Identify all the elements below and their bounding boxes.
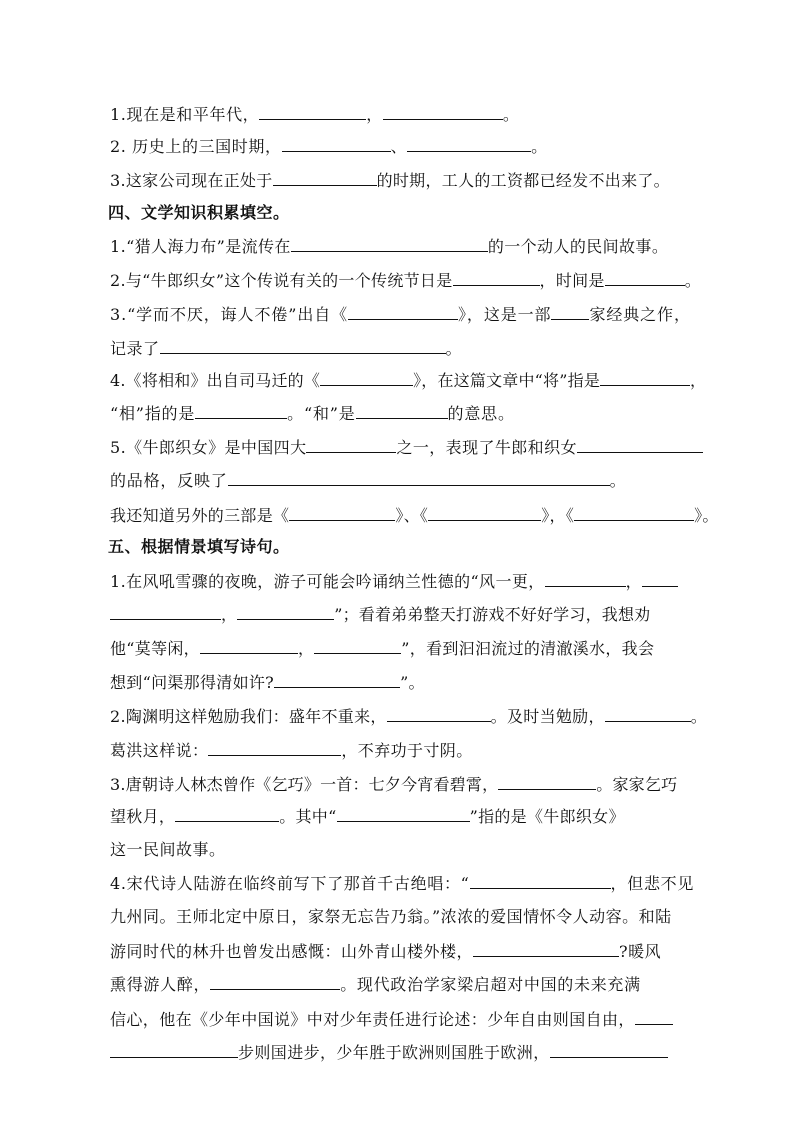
answer-blank[interactable]: [320, 370, 413, 386]
question-line: [110, 1009, 673, 1030]
question-text: 》，这是一部: [458, 305, 552, 324]
question-text: 、: [390, 137, 408, 156]
question-text: 的品格，反映了: [110, 471, 228, 490]
question-line: [110, 740, 473, 761]
question-text: 》、《: [395, 506, 429, 525]
question-text: 2.陶渊明这样勉励我们：盛年不重来，: [110, 707, 387, 726]
question-text: 他“莫等闲，: [110, 639, 200, 658]
question-line: [110, 304, 691, 325]
answer-blank[interactable]: [383, 104, 503, 120]
question-line: [110, 774, 677, 795]
answer-blank[interactable]: [387, 706, 491, 722]
question-text: ”；看着弟弟整天打游戏不好好学习，我想劝: [334, 605, 651, 624]
answer-blank[interactable]: [195, 403, 287, 419]
answer-blank[interactable]: [605, 706, 691, 722]
question-line: [110, 672, 425, 693]
question-text: 四、文学知识积累填空。: [108, 203, 290, 222]
question-text: ，但悲不见: [610, 874, 695, 893]
section-heading: [108, 203, 290, 223]
question-text: 步则国进步，少年胜于欧洲则国胜于欧洲，: [238, 1043, 550, 1062]
question-text: ，: [366, 105, 383, 124]
question-line: [110, 571, 678, 592]
question-text: 的时期，工人的工资都已经发不出来了。: [376, 171, 670, 190]
question-text: 。: [531, 137, 548, 156]
question-text: 》，《: [541, 506, 575, 525]
question-line: [110, 974, 641, 995]
question-line: [110, 873, 694, 894]
answer-blank[interactable]: [600, 370, 690, 386]
question-text: 。: [502, 105, 520, 124]
question-text: 熏得游人醉，: [110, 975, 211, 994]
question-text: 想到“问渠那得清如许?: [110, 673, 275, 692]
question-text: 2. 历史上的三国时期，: [110, 137, 282, 156]
answer-blank[interactable]: [337, 806, 470, 822]
answer-blank[interactable]: [550, 1042, 668, 1058]
answer-blank[interactable]: [498, 774, 596, 790]
question-text: 3.这家公司现在正处于: [110, 171, 273, 190]
question-text: ，不弃功于寸阴。: [341, 741, 473, 760]
question-text: 家经典之作，: [589, 305, 691, 324]
answer-blank[interactable]: [605, 270, 685, 286]
answer-blank[interactable]: [577, 437, 703, 453]
question-line: [110, 270, 701, 291]
question-text: 信心，他在《少年中国说》中对少年责任进行论述：少年自由则国自由，: [110, 1010, 635, 1029]
question-text: 我还知道另外的三部是《: [110, 506, 290, 525]
question-line: [110, 338, 462, 359]
question-text: 》。: [694, 506, 719, 525]
question-text: 之一，表现了牛郎和织女: [396, 438, 577, 457]
question-text: ，时间是: [539, 271, 605, 290]
question-line: [110, 370, 706, 391]
question-text: 。: [690, 707, 708, 726]
question-text: 3.唐朝诗人林杰曾作《乞巧》一首：七夕今宵看碧霄，: [110, 775, 499, 794]
answer-blank[interactable]: [259, 104, 366, 120]
answer-blank[interactable]: [110, 604, 221, 620]
question-text: 4.《将相和》出自司马迁的《: [110, 371, 321, 390]
question-text: 记录了: [110, 339, 160, 358]
question-text: 。: [445, 339, 463, 358]
question-text: 1.“猎人海力布”是流传在: [110, 237, 291, 256]
question-text: 。现代政治学家梁启超对中国的未来充满: [340, 975, 641, 994]
question-text: 五、根据情景填写诗句。: [108, 537, 290, 556]
question-line: [110, 470, 626, 491]
question-text: 这一民间故事。: [110, 840, 226, 859]
answer-blank[interactable]: [348, 304, 458, 320]
answer-blank[interactable]: [635, 1009, 673, 1025]
answer-blank[interactable]: [282, 136, 391, 152]
question-line: [110, 236, 668, 257]
answer-blank[interactable]: [175, 806, 279, 822]
question-text: ，: [625, 572, 643, 591]
question-line: [110, 136, 548, 157]
question-text: 1.现在是和平年代，: [110, 105, 260, 124]
question-line: [110, 706, 707, 727]
answer-blank[interactable]: [470, 873, 611, 889]
question-text: 》，在这篇文章中“将”指是: [413, 371, 601, 390]
question-text: ?暖风: [619, 942, 662, 961]
question-text: 的意思。: [447, 404, 515, 423]
answer-blank[interactable]: [551, 304, 589, 320]
question-text: 3.“学而不厌，诲人不倦”出自《: [110, 305, 349, 324]
answer-blank[interactable]: [428, 505, 541, 521]
answer-blank[interactable]: [453, 270, 540, 286]
question-text: 。其中“: [279, 807, 337, 826]
answer-blank[interactable]: [160, 338, 446, 354]
question-text: ”指的是《牛郎织女》: [469, 807, 625, 826]
question-line: [110, 604, 650, 625]
question-text: ”，看到汩汩流过的清澈溪水，我会: [401, 639, 655, 658]
answer-blank[interactable]: [228, 470, 610, 486]
question-text: “相”指的是: [110, 404, 196, 423]
question-text: 2.与“牛郎织女”这个传说有关的一个传统节日是: [110, 271, 453, 290]
question-line: [110, 403, 515, 424]
question-line: [110, 840, 226, 860]
question-text: 。家家乞巧: [596, 775, 678, 794]
answer-blank[interactable]: [289, 505, 395, 521]
answer-blank[interactable]: [356, 403, 448, 419]
question-text: ，: [690, 371, 707, 390]
answer-blank[interactable]: [200, 638, 298, 654]
question-text: ，: [297, 639, 315, 658]
question-text: 1.在风吼雪骤的夜晚，游子可能会吟诵纳兰性德的“风一更，: [110, 572, 545, 591]
question-text: 。: [684, 271, 702, 290]
question-line: [110, 505, 719, 526]
answer-blank[interactable]: [208, 740, 341, 756]
answer-blank[interactable]: [291, 236, 488, 252]
answer-blank[interactable]: [237, 604, 334, 620]
question-text: 。及时当勉励，: [490, 707, 605, 726]
answer-blank[interactable]: [407, 136, 531, 152]
question-text: 的一个动人的民间故事。: [487, 237, 669, 256]
answer-blank[interactable]: [642, 571, 678, 587]
question-text: 葛洪这样说：: [110, 741, 209, 760]
question-text: ”。: [400, 673, 425, 692]
question-line: [110, 104, 520, 125]
question-text: 。“和”是: [287, 404, 356, 423]
answer-blank[interactable]: [274, 672, 400, 688]
question-text: 九州同。王师北定中原日，家祭无忘告乃翁。”浓浓的爱国情怀令人动容。和陆: [110, 907, 672, 926]
question-text: ，: [221, 605, 238, 624]
section-heading: [108, 537, 290, 557]
answer-blank[interactable]: [210, 974, 340, 990]
question-text: 望秋月，: [110, 807, 176, 826]
answer-blank[interactable]: [473, 941, 619, 957]
answer-blank[interactable]: [574, 505, 694, 521]
question-text: 游同时代的林升也曾发出感慨：山外青山楼外楼，: [110, 942, 474, 961]
answer-blank[interactable]: [306, 437, 396, 453]
question-text: 4.宋代诗人陆游在临终前写下了那首千古绝唱：“: [110, 874, 470, 893]
answer-blank[interactable]: [545, 571, 626, 587]
question-line: [110, 941, 661, 962]
answer-blank[interactable]: [273, 170, 377, 186]
answer-blank[interactable]: [314, 638, 401, 654]
question-text: 5.《牛郎织女》是中国四大: [110, 438, 307, 457]
question-line: [110, 907, 672, 927]
question-line: [110, 437, 703, 458]
question-line: [110, 170, 670, 191]
question-line: [110, 806, 625, 827]
answer-blank[interactable]: [110, 1042, 238, 1058]
question-line: [110, 1042, 668, 1063]
question-text: 。: [609, 471, 627, 490]
question-line: [110, 638, 654, 659]
